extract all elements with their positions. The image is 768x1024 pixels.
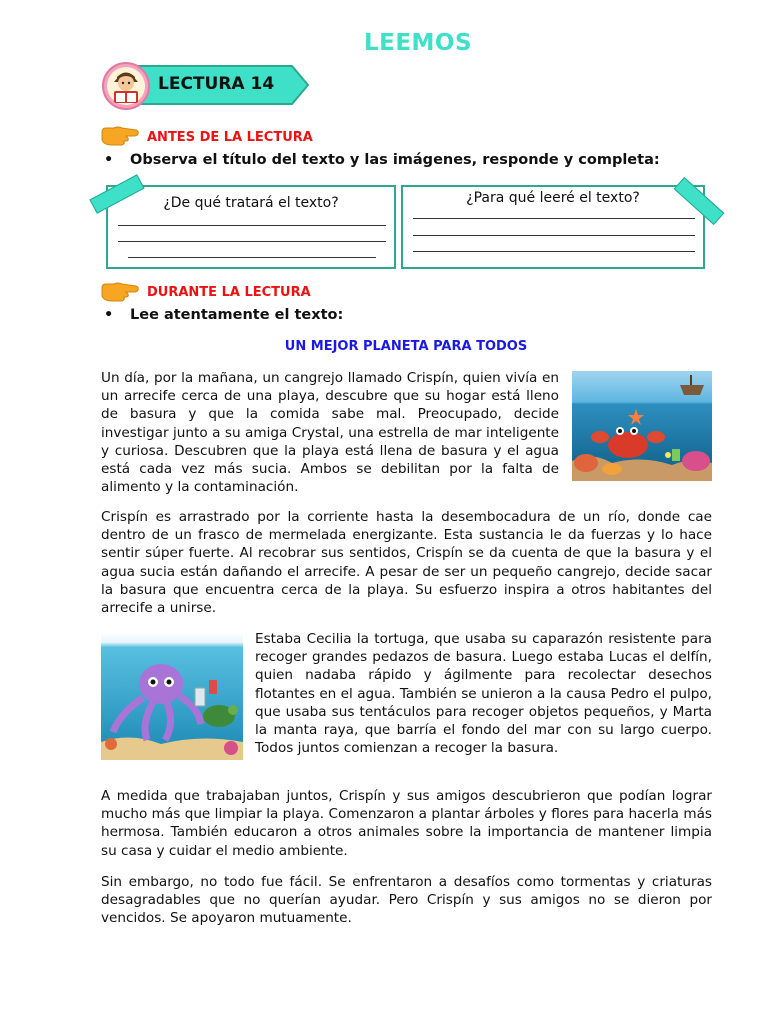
- answer-line[interactable]: [413, 235, 695, 236]
- answer-line[interactable]: [413, 218, 695, 219]
- question-2-text: ¿Para qué leeré el texto?: [466, 190, 640, 206]
- story-paragraph-1: Un día, por la mañana, un cangrejo llamado Crispín, quien vivía en un arrecife cerca de una playa, descubre que su hogar está lleno de basura y que la comida sabe mal. Preocupado, decide investigar junto a su amiga Crystal, una estrella de mar inteligente y curiosa. Descubren que la playa está llena de basura y el agua está cada vez más sucia. Ambos se debilitan por la falta de alimento y la contaminación.: [101, 370, 559, 496]
- pointing-hand-icon: [100, 280, 140, 304]
- story-title: UN MEJOR PLANETA PARA TODOS: [284, 339, 528, 354]
- crab-illustration: [572, 371, 712, 481]
- bullet: •: [104, 152, 114, 168]
- lectura-banner: [102, 62, 312, 112]
- pointing-hand-icon: [100, 124, 140, 148]
- question-box-1: [106, 185, 396, 269]
- antes-instruction-text: Observa el título del texto y las imágenes, responde y completa:: [130, 152, 660, 168]
- story-paragraph-3: Estaba Cecilia la tortuga, que usaba su caparazón resistente para recoger grandes pedazos de basura. Luego estaba Lucas el delfín, quien nadaba rápido y ágilmente para recolectar desechos flotantes en el agua. También se unieron a la causa Pedro el pulpo, que usaba sus tentáculos para recoger objetos pequeños, y Marta la manta raya, que barría el fondo del mar con su largo cuerpo. Todos juntos comienzan a recoger la basura.: [255, 631, 712, 757]
- octopus-illustration: [101, 632, 243, 760]
- lectura-label: LECTURA 14: [158, 74, 275, 94]
- answer-line[interactable]: [128, 257, 376, 258]
- answer-line[interactable]: [118, 225, 386, 226]
- story-paragraph-4: A medida que trabajaban juntos, Crispín y sus amigos descubrieron que podían lograr mucho más que limpiar la playa. Comenzaron a plantar árboles y flores para hacerla más hermosa. También educaron a otros animales sobre la importancia de mantener limpia su casa y cuidar el medio ambiente.: [101, 788, 712, 859]
- antes-label: ANTES DE LA LECTURA: [147, 130, 313, 145]
- durante-instruction: [104, 307, 343, 323]
- answer-line[interactable]: [413, 251, 695, 252]
- answer-line[interactable]: [118, 241, 386, 242]
- bullet: •: [104, 307, 114, 323]
- page-title: LEEMOS: [363, 30, 473, 56]
- durante-instruction-text: Lee atentamente el texto:: [130, 307, 344, 323]
- question-1-text: ¿De qué tratará el texto?: [163, 195, 339, 211]
- story-paragraph-5: Sin embargo, no todo fue fácil. Se enfrentaron a desafíos como tormentas y criaturas desagradables que no querían ayudar. Pero Crispín y sus amigos no se dieron por vencidos. Se apoyaron mutuamente.: [101, 874, 712, 927]
- question-box-2: [401, 185, 705, 269]
- story-paragraph-2: Crispín es arrastrado por la corriente hasta la desembocadura de un río, donde cae dentro de un frasco de mermelada energizante. Esta sustancia le da fuerzas y lo hace sentir súper fuerte. Al recobrar sus sentidos, Crispín se da cuenta de que la basura y el agua sucia están dañando el arrecife. A pesar de ser un pequeño cangrejo, decide sacar la basura que encuentra cerca de la playa. Su esfuerzo inspira a otros habitantes del arrecife a unirse.: [101, 509, 712, 617]
- antes-instruction: [104, 152, 660, 168]
- durante-label: DURANTE LA LECTURA: [147, 285, 311, 300]
